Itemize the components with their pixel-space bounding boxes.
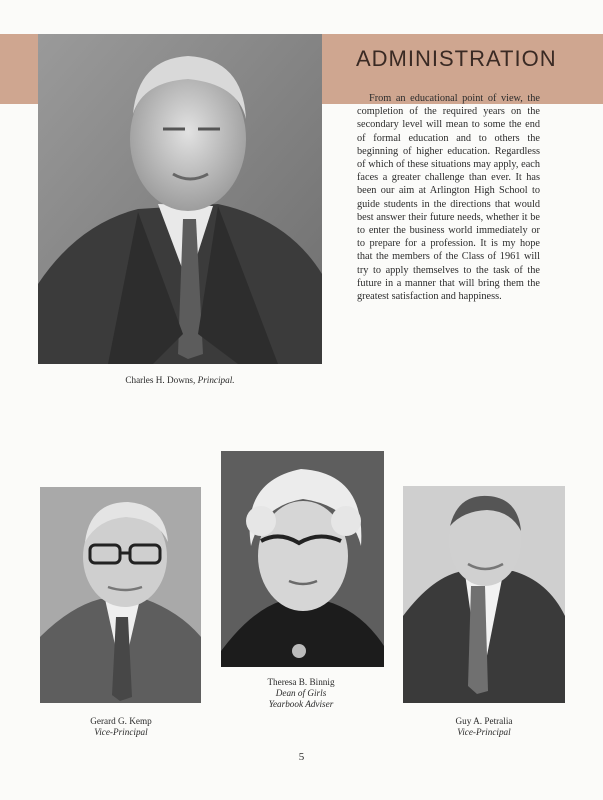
staff-photo-binnig — [221, 451, 384, 667]
page-number: 5 — [298, 751, 305, 763]
staff-caption-petralia — [423, 716, 545, 738]
staff-caption-kemp — [60, 716, 182, 738]
section-title: ADMINISTRATION — [356, 46, 557, 71]
principal-role: Principal. — [197, 375, 235, 385]
staff-name: Guy A. Petralia — [455, 716, 513, 726]
staff-photo-petralia — [403, 486, 565, 703]
principal-caption — [80, 375, 280, 386]
staff-role-secondary: Yearbook Adviser — [268, 699, 334, 709]
principal-name: Charles H. Downs, — [125, 375, 196, 385]
principal-photo — [38, 34, 322, 364]
staff-name: Theresa B. Binnig — [267, 677, 335, 687]
staff-role: Dean of Girls — [275, 688, 327, 698]
staff-role: Vice-Principal — [457, 727, 511, 737]
staff-name: Gerard G. Kemp — [90, 716, 152, 726]
staff-photo-kemp — [40, 487, 201, 703]
staff-caption-binnig — [240, 677, 362, 710]
staff-role: Vice-Principal — [94, 727, 148, 737]
intro-paragraph: From an educational point of view, the completion of the required years on the secondary level will mean to some the end of formal education and to others the beginning of higher education. Regardless of which of these situations may apply, each faces a greater challenge than ever. It has been our aim at Arlington High School to guide students in the directions that would best answer their future needs, whether it be to enter the business world immediately or to prepare for a profession. It is my hope that the members of the Class of 1961 will try to apply themselves to the task of the future in a manner that will bring them the greatest satisfaction and happiness. — [357, 93, 540, 303]
